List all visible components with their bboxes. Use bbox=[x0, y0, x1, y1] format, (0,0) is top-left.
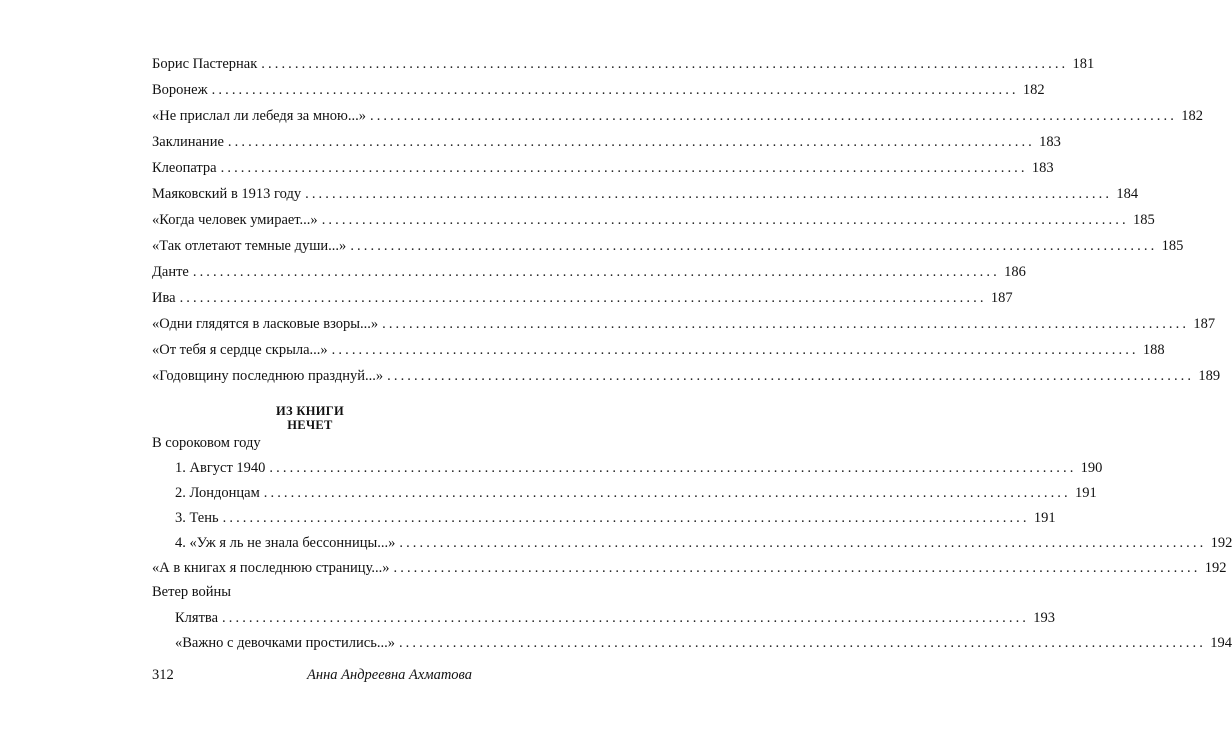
toc-entry-title: 1. Август 1940 bbox=[175, 460, 266, 476]
toc-entry-title: Воронеж bbox=[152, 82, 208, 98]
toc-entry bbox=[175, 484, 1097, 502]
toc-entry-title: 3. Тень bbox=[175, 510, 219, 526]
toc-entry-page: 187 bbox=[990, 290, 1013, 306]
toc-entry-title: «А в книгах я последнюю страницу...» bbox=[152, 560, 390, 576]
toc-entry-title: 4. «Уж я ль не знала бессонницы...» bbox=[175, 535, 396, 551]
dot-leader: ........................................................................................................................ bbox=[398, 635, 1206, 651]
dot-leader: ........................................................................................................................ bbox=[331, 342, 1139, 358]
toc-entry bbox=[152, 263, 1026, 281]
toc-entry-title: «Когда человек умирает...» bbox=[152, 212, 318, 228]
toc-entry bbox=[175, 534, 1232, 552]
toc-entry-page: 189 bbox=[1198, 368, 1221, 384]
toc-entry-title: 2. Лондонцам bbox=[175, 485, 260, 501]
dot-leader: ........................................................................................................................ bbox=[382, 316, 1190, 332]
toc-entry-page: 185 bbox=[1132, 212, 1155, 228]
section-heading-line2: НЕЧЕТ bbox=[287, 418, 333, 432]
toc-entry-title: Ива bbox=[152, 290, 176, 306]
dot-leader: ........................................................................................................................ bbox=[222, 610, 1030, 626]
toc-entry bbox=[175, 634, 1232, 652]
toc-entry-page: 193 bbox=[1033, 610, 1056, 626]
page-number: 312 bbox=[152, 667, 174, 683]
toc-entry-title: «Одни глядятся в ласковые взоры...» bbox=[152, 316, 379, 332]
toc-entry bbox=[152, 107, 1203, 125]
toc-entry bbox=[175, 609, 1056, 627]
dot-leader: ........................................................................................................................ bbox=[211, 82, 1019, 98]
toc-entry-page: 182 bbox=[1022, 82, 1045, 98]
toc-entry bbox=[152, 185, 1139, 203]
toc-entry-page: 190 bbox=[1080, 460, 1103, 476]
toc-entry-title: Заклинание bbox=[152, 134, 224, 150]
dot-leader: ........................................................................................................................ bbox=[192, 264, 1000, 280]
toc-entry bbox=[175, 509, 1056, 527]
dot-leader: ........................................................................................................................ bbox=[227, 134, 1035, 150]
toc-entry-page: 181 bbox=[1072, 56, 1095, 72]
toc-entry bbox=[152, 55, 1095, 73]
toc-entry bbox=[152, 159, 1054, 177]
dot-leader: ........................................................................................................................ bbox=[393, 560, 1201, 576]
toc-entry-page: 185 bbox=[1161, 238, 1184, 254]
dot-leader: ........................................................................................................................ bbox=[305, 186, 1113, 202]
toc-entry bbox=[152, 133, 1061, 151]
toc-entry bbox=[152, 81, 1045, 99]
toc-entry-page: 191 bbox=[1075, 485, 1097, 501]
toc-entry-title: «Так отлетают темные души...» bbox=[152, 238, 347, 254]
toc-entry-title: Клеопатра bbox=[152, 160, 217, 176]
toc-entry bbox=[152, 367, 1221, 385]
running-footer-author: Анна Андреевна Ахматова bbox=[307, 667, 472, 683]
dot-leader: ........................................................................................................................ bbox=[269, 460, 1077, 476]
dot-leader: ........................................................................................................................ bbox=[220, 160, 1028, 176]
toc-entry-title: Клятва bbox=[175, 610, 219, 626]
toc-entry bbox=[152, 559, 1227, 577]
toc-entry-page: 186 bbox=[1004, 264, 1026, 280]
toc-entry-title: «Важно с девочками простились...» bbox=[175, 635, 395, 651]
toc-entry-page: 183 bbox=[1031, 160, 1054, 176]
toc-entry-page: 192 bbox=[1210, 535, 1232, 551]
section-heading-line1: ИЗ КНИГИ bbox=[275, 404, 345, 418]
toc-entry-title: Маяковский в 1913 году bbox=[152, 186, 302, 202]
toc-entry-page: 192 bbox=[1204, 560, 1227, 576]
toc-entry-page: 191 bbox=[1033, 510, 1056, 526]
group-title: В сороковом году bbox=[152, 435, 261, 451]
toc-entry-page: 184 bbox=[1116, 186, 1139, 202]
toc-entry-title: «Годовщину последнюю празднуй...» bbox=[152, 368, 384, 384]
toc-entry-page: 183 bbox=[1039, 134, 1061, 150]
group-title: Ветер войны bbox=[152, 584, 232, 600]
dot-leader: ........................................................................................................................ bbox=[399, 535, 1207, 551]
toc-entry bbox=[152, 237, 1184, 255]
dot-leader: ........................................................................................................................ bbox=[369, 108, 1177, 124]
toc-entry-page: 188 bbox=[1142, 342, 1165, 358]
toc-entry-title: «От тебя я сердце скрыла...» bbox=[152, 342, 328, 358]
toc-entry-page: 194 bbox=[1210, 635, 1232, 651]
dot-leader: ........................................................................................................................ bbox=[222, 510, 1030, 526]
dot-leader: ........................................................................................................................ bbox=[321, 212, 1129, 228]
toc-entry-page: 182 bbox=[1181, 108, 1203, 124]
toc-entry bbox=[152, 315, 1216, 333]
dot-leader: ........................................................................................................................ bbox=[350, 238, 1158, 254]
toc-entry-title: Данте bbox=[152, 264, 189, 280]
toc-entry bbox=[152, 289, 1013, 307]
toc-entry bbox=[152, 211, 1155, 229]
dot-leader: ........................................................................................................................ bbox=[387, 368, 1195, 384]
dot-leader: ........................................................................................................................ bbox=[261, 56, 1069, 72]
toc-entry bbox=[175, 459, 1103, 477]
toc-entry-page: 187 bbox=[1193, 316, 1216, 332]
toc-entry-title: Борис Пастернак bbox=[152, 56, 258, 72]
dot-leader: ........................................................................................................................ bbox=[179, 290, 987, 306]
toc-entry bbox=[152, 341, 1165, 359]
dot-leader: ........................................................................................................................ bbox=[263, 485, 1071, 501]
toc-entry-title: «Не прислал ли лебедя за мною...» bbox=[152, 108, 366, 124]
